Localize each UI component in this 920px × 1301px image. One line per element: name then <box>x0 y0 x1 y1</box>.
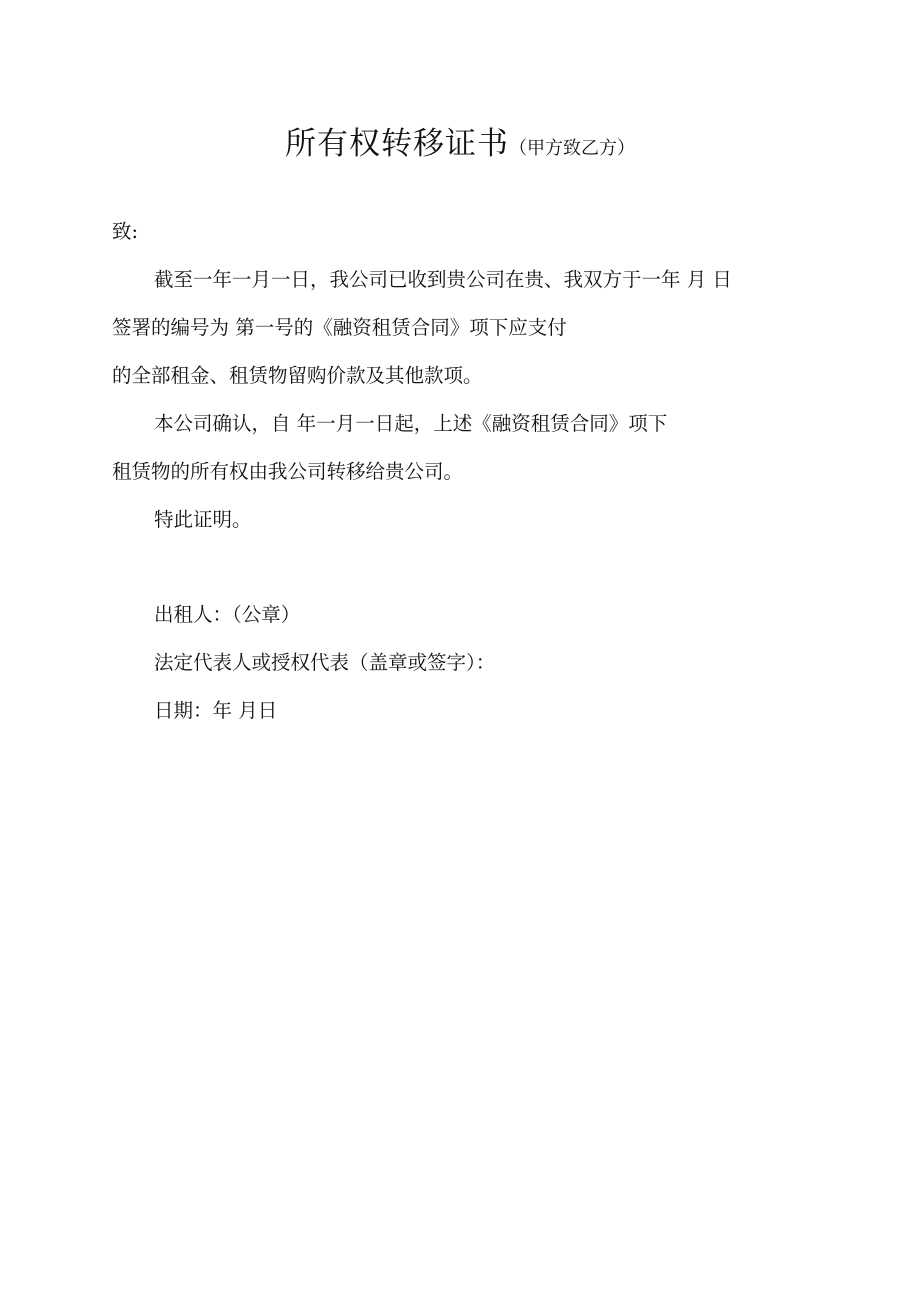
body-line-4: 本公司确认，自 年一月一日起，上述《融资租赁合同》项下 <box>154 412 668 435</box>
body-line-1: 截至一年一月一日，我公司已收到贵公司在贵、我双方于一年 月 日 <box>154 268 732 291</box>
body-line-5: 租赁物的所有权由我公司转移给贵公司。 <box>112 460 464 483</box>
body-line-2: 签署的编号为 第一号的《融资租赁合同》项下应支付 <box>112 316 567 339</box>
title-main: 所有权转移证书 <box>285 126 509 162</box>
salutation: 致: <box>112 220 139 243</box>
closing-line: 特此证明。 <box>154 508 252 531</box>
body-line-3: 的全部租金、租赁物留购价款及其他款项。 <box>112 364 483 387</box>
date-line: 日期：年 月日 <box>154 699 278 722</box>
title-subtitle: （甲方致乙方） <box>509 138 635 159</box>
lessor-seal-line: 出租人：（公章） <box>154 603 301 626</box>
representative-signature-line: 法定代表人或授权代表（盖章或签字）： <box>154 651 496 674</box>
document-title <box>0 118 920 163</box>
